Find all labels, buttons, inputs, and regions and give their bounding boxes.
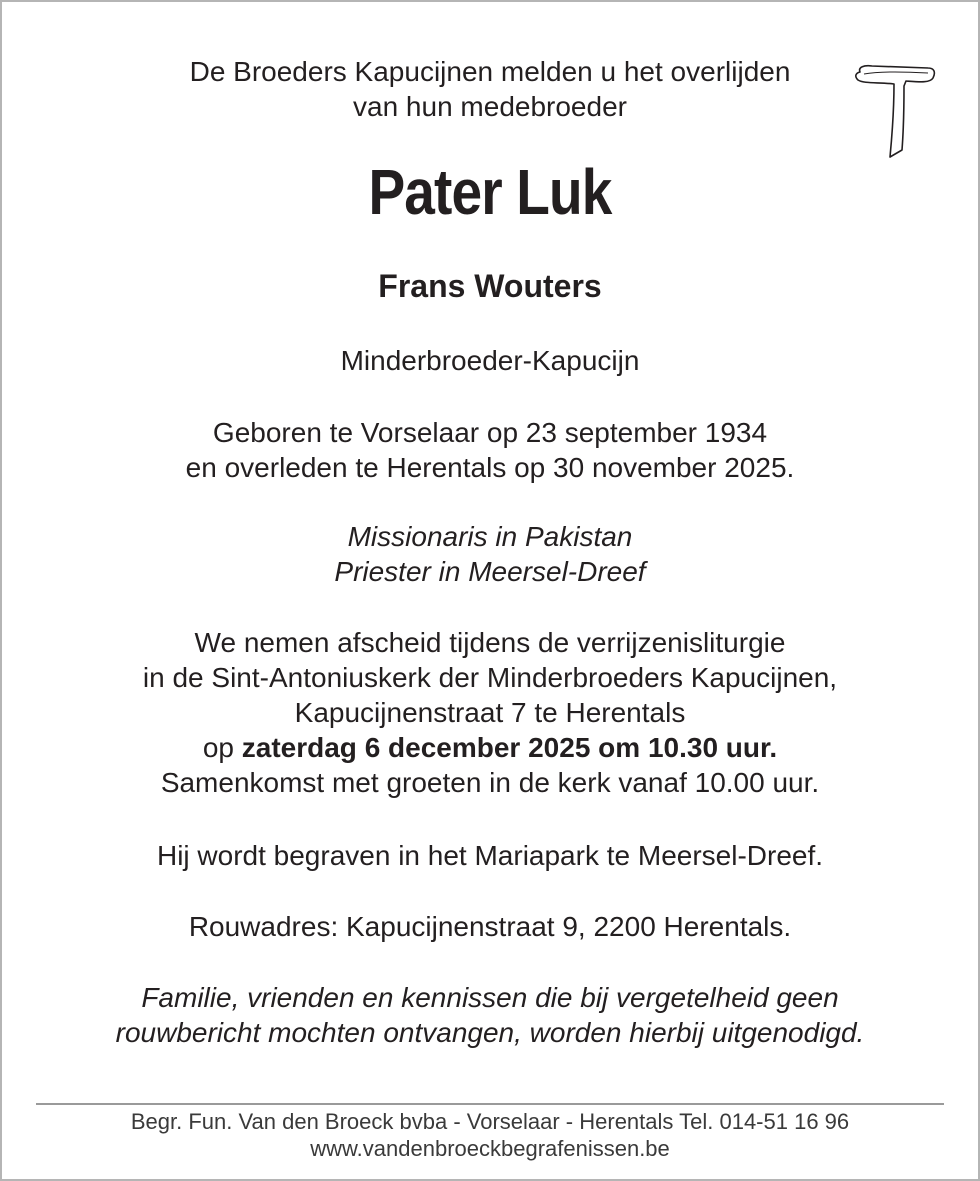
invitation	[0, 980, 980, 1050]
mourning-address-text: Rouwadres: Kapucijnenstraat 9, 2200 Herentals.	[188, 911, 792, 942]
invite-line-2: rouwbericht mochten ontvangen, worden hierbij uitgenodigd.	[115, 1017, 865, 1048]
burial-text: Hij wordt begraven in het Mariapark te Meersel-Dreef.	[156, 840, 824, 871]
ceremony-line-3: Kapucijnenstraat 7 te Herentals	[294, 697, 686, 728]
intro	[0, 54, 980, 124]
invite-line-1: Familie, vrienden en kennissen die bij vergetelheid geen	[141, 982, 839, 1013]
mourning-address	[0, 909, 980, 944]
order-text: Minderbroeder-Kapucijn	[340, 345, 640, 376]
intro-line-2: van hun medebroeder	[353, 91, 627, 122]
website-link[interactable]: www.vandenbroeckbegrafenissen.be	[310, 1136, 670, 1161]
ceremony-line-2: in de Sint-Antoniuskerk der Minderbroeders Kapucijnen,	[142, 662, 838, 693]
ceremony-date-line	[0, 730, 980, 765]
ceremony	[0, 625, 980, 800]
religious-name: Pater Luk	[368, 156, 612, 228]
role-2: Priester in Meersel-Dreef	[334, 556, 646, 587]
ceremony-datetime: zaterdag 6 december 2025 om 10.30 uur.	[241, 732, 778, 763]
role-1: Missionaris in Pakistan	[347, 521, 633, 552]
funeral-home: Begr. Fun. Van den Broeck bvba - Vorselaar - Herentals Tel. 014-51 16 96	[130, 1109, 850, 1134]
burial	[0, 838, 980, 873]
civil-name: Frans Wouters	[378, 268, 602, 304]
roles	[0, 519, 980, 589]
died-line: en overleden te Herentals op 30 november 2025.	[185, 452, 795, 483]
gathering: Samenkomst met groeten in de kerk vanaf 10.00 uur.	[160, 767, 820, 798]
footer-divider	[36, 1103, 944, 1105]
ceremony-prefix: op	[202, 732, 234, 763]
order	[0, 343, 980, 378]
intro-line-1: De Broeders Kapucijnen melden u het overlijden	[189, 56, 791, 87]
ceremony-line-1: We nemen afscheid tijdens de verrijzenisliturgie	[194, 627, 786, 658]
footer	[0, 1108, 980, 1162]
born-line: Geboren te Vorselaar op 23 september 1934	[212, 417, 768, 448]
life-dates	[0, 415, 980, 485]
